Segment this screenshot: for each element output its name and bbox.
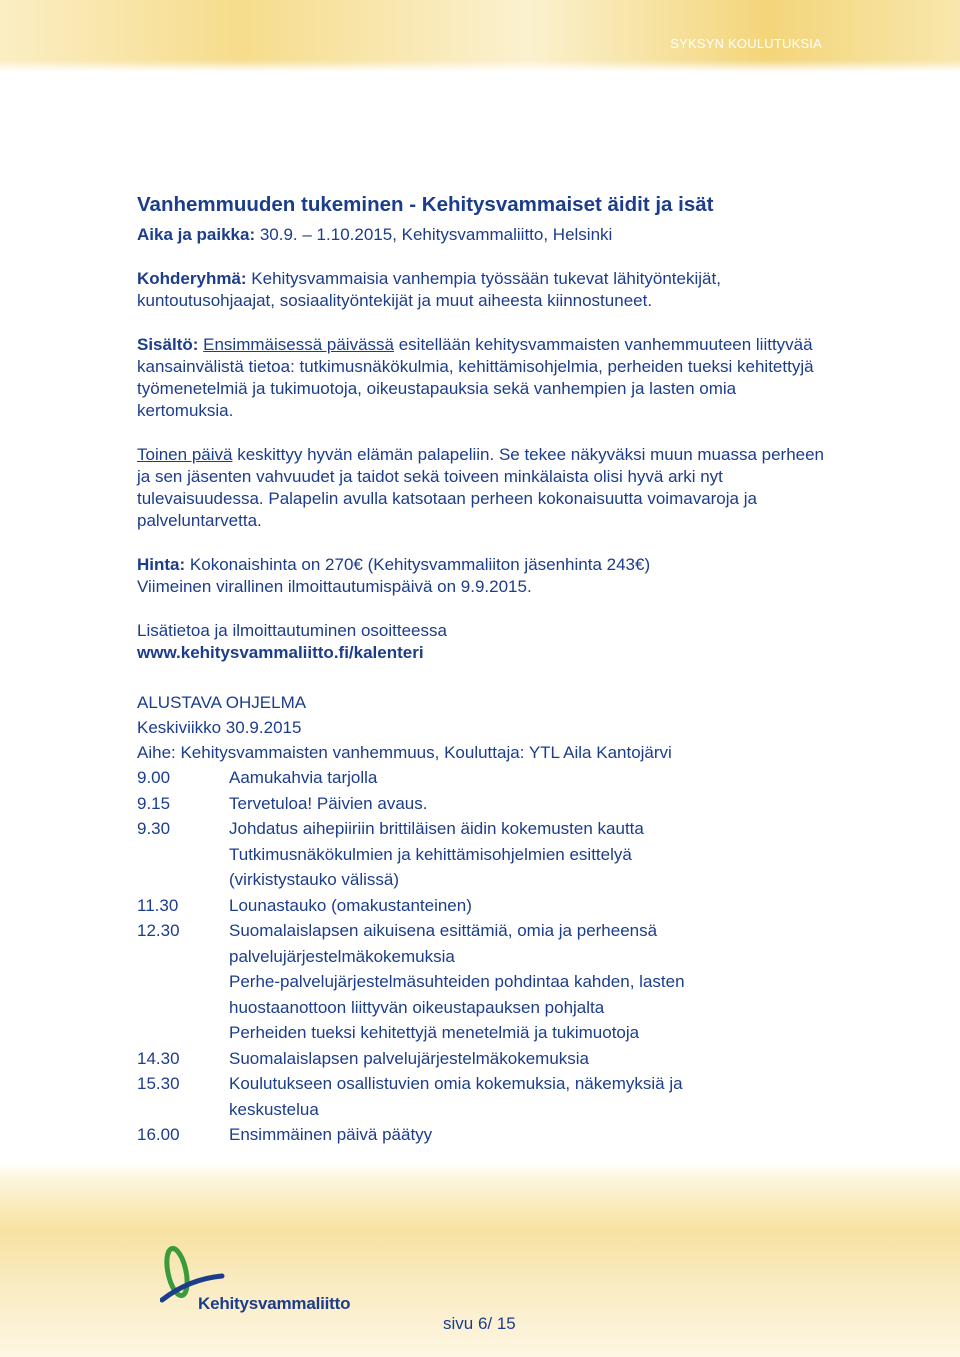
program-time: 16.00 [137,1125,180,1144]
program-item: Lounastauko (omakustanteinen) [229,895,472,915]
second-day-description [137,444,827,532]
program-time [137,969,229,995]
target-value: Kehitysvammaisia vanhempia työssään tukevat lähityöntekijät, kuntoutusohjaajat, sosiaalityöntekijät ja muut aiheesta kiinnostuneet. [137,269,721,310]
program-row [137,842,827,868]
program-row [137,969,827,995]
program-time: 9.15 [137,793,171,813]
program-topic: Aihe: Kehitysvammaisten vanhemmuus, Kouluttaja: YTL Aila Kantojärvi [137,743,672,762]
program-row [137,791,827,817]
program-row [137,918,827,944]
content-description [137,334,827,422]
program-time: 12.30 [137,921,180,940]
program-row [137,867,827,893]
program-day: Keskiviikko 30.9.2015 [137,718,302,737]
program-time [137,867,229,893]
program-row [137,995,827,1021]
second-day-label: Toinen päivä [137,445,233,464]
program-row [137,1122,827,1148]
first-day-label: Ensimmäisessä päivässä [203,335,394,354]
price [137,554,827,576]
info-text: Lisätietoa ja ilmoittautuminen osoitteessa [137,621,447,640]
program-item: keskustelua [229,1099,319,1119]
program-item: Johdatus aihepiiriin brittiläisen äidin kokemusten kautta [229,819,644,838]
price-label: Hinta: [137,555,186,574]
calendar-link[interactable]: www.kehitysvammaliitto.fi/kalenteri [137,643,424,662]
program-row [137,1097,827,1123]
price-value: Kokonaishinta on 270€ (Kehitysvammaliiton jäsenhinta 243€) [185,555,651,574]
content-label: Sisältö: [137,335,199,354]
program-item: Ensimmäinen päivä päätyy [229,1125,433,1144]
time-place [137,224,827,246]
program-time: 15.30 [137,1074,180,1093]
program-item: Tervetuloa! Päivien avaus. [229,793,428,813]
target-label: Kohderyhmä: [137,269,247,288]
program-item: Suomalaislapsen aikuisena esittämiä, omia ja perheensä [229,921,658,940]
program-time: 9.30 [137,819,171,838]
program-time: 14.30 [137,1048,180,1068]
program [137,690,827,1148]
program-row [137,893,827,919]
program-item: Perhe-palvelujärjestelmäsuhteiden pohdintaa kahden, lasten [229,972,685,991]
program-time: 9.00 [137,768,171,787]
header-band [0,0,960,72]
program-item: Tutkimusnäkökulmien ja kehittämisohjelmien esittelyä [229,844,632,864]
program-heading: ALUSTAVA OHJELMA [137,693,307,712]
document-body [137,192,827,1148]
program-row [137,1020,827,1046]
registration-deadline: Viimeinen virallinen ilmoittautumispäivä on 9.9.2015. [137,577,532,596]
program-item: palvelujärjestelmäkokemuksia [229,946,455,966]
program-row [137,1046,827,1072]
logo-text: Kehitysvammaliitto [198,1294,351,1313]
program-item: Perheiden tueksi kehitettyjä menetelmiä ja tukimuotoja [229,1023,640,1042]
header-label: SYKSYN KOULUTUKSIA [670,36,822,51]
program-row [137,1071,827,1097]
program-time: 11.30 [137,895,179,915]
program-item: huostaanottoon liittyvän oikeustapauksen pohjalta [229,997,605,1017]
program-schedule [137,765,827,1148]
program-row [137,944,827,970]
program-item: Aamukahvia tarjolla [229,768,378,787]
second-day-text: keskittyy hyvän elämän palapeliin. Se tekee näkyväksi muun muassa perheen ja sen jäsenten vahvuudet ja taidot sekä toiveen minkälaista olisi hyvä arki nyt tulevaisuudessa. Palapelin avulla katsotaan perheen kokonaisuutta voimavaroja ja palveluntarvetta. [137,445,825,530]
program-time [137,944,229,970]
program-item: Koulutukseen osallistuvien omia kokemuksia, näkemyksiä ja [229,1074,683,1093]
target-group [137,268,827,312]
page-title: Vanhemmuuden tukeminen - Kehitysvammaiset äidit ja isät [137,193,714,216]
time-place-label: Aika ja paikka: [137,225,256,244]
first-day-text: esitellään kehitysvammaisten vanhemmuuteen liittyvää kansainvälistä tietoa: tutkimusnäkökulmia, kehittämisohjelmia, perheiden tueksi kehitettyjä työmenetelmiä ja tukimuotoja, oikeustapauksia sekä vanhempien ja lasten omia kertomuksia. [137,335,814,420]
page-number: sivu 6/ 15 [443,1314,516,1333]
program-item: (virkistystauko välissä) [229,870,400,889]
program-row [137,765,827,791]
program-time [137,842,229,868]
program-row [137,816,827,842]
time-place-value: 30.9. – 1.10.2015, Kehitysvammaliitto, Helsinki [255,225,613,244]
program-time [137,995,229,1021]
program-time [137,1020,229,1046]
program-time [137,1097,229,1123]
program-item: Suomalaislapsen palvelujärjestelmäkokemuksia [229,1048,590,1068]
